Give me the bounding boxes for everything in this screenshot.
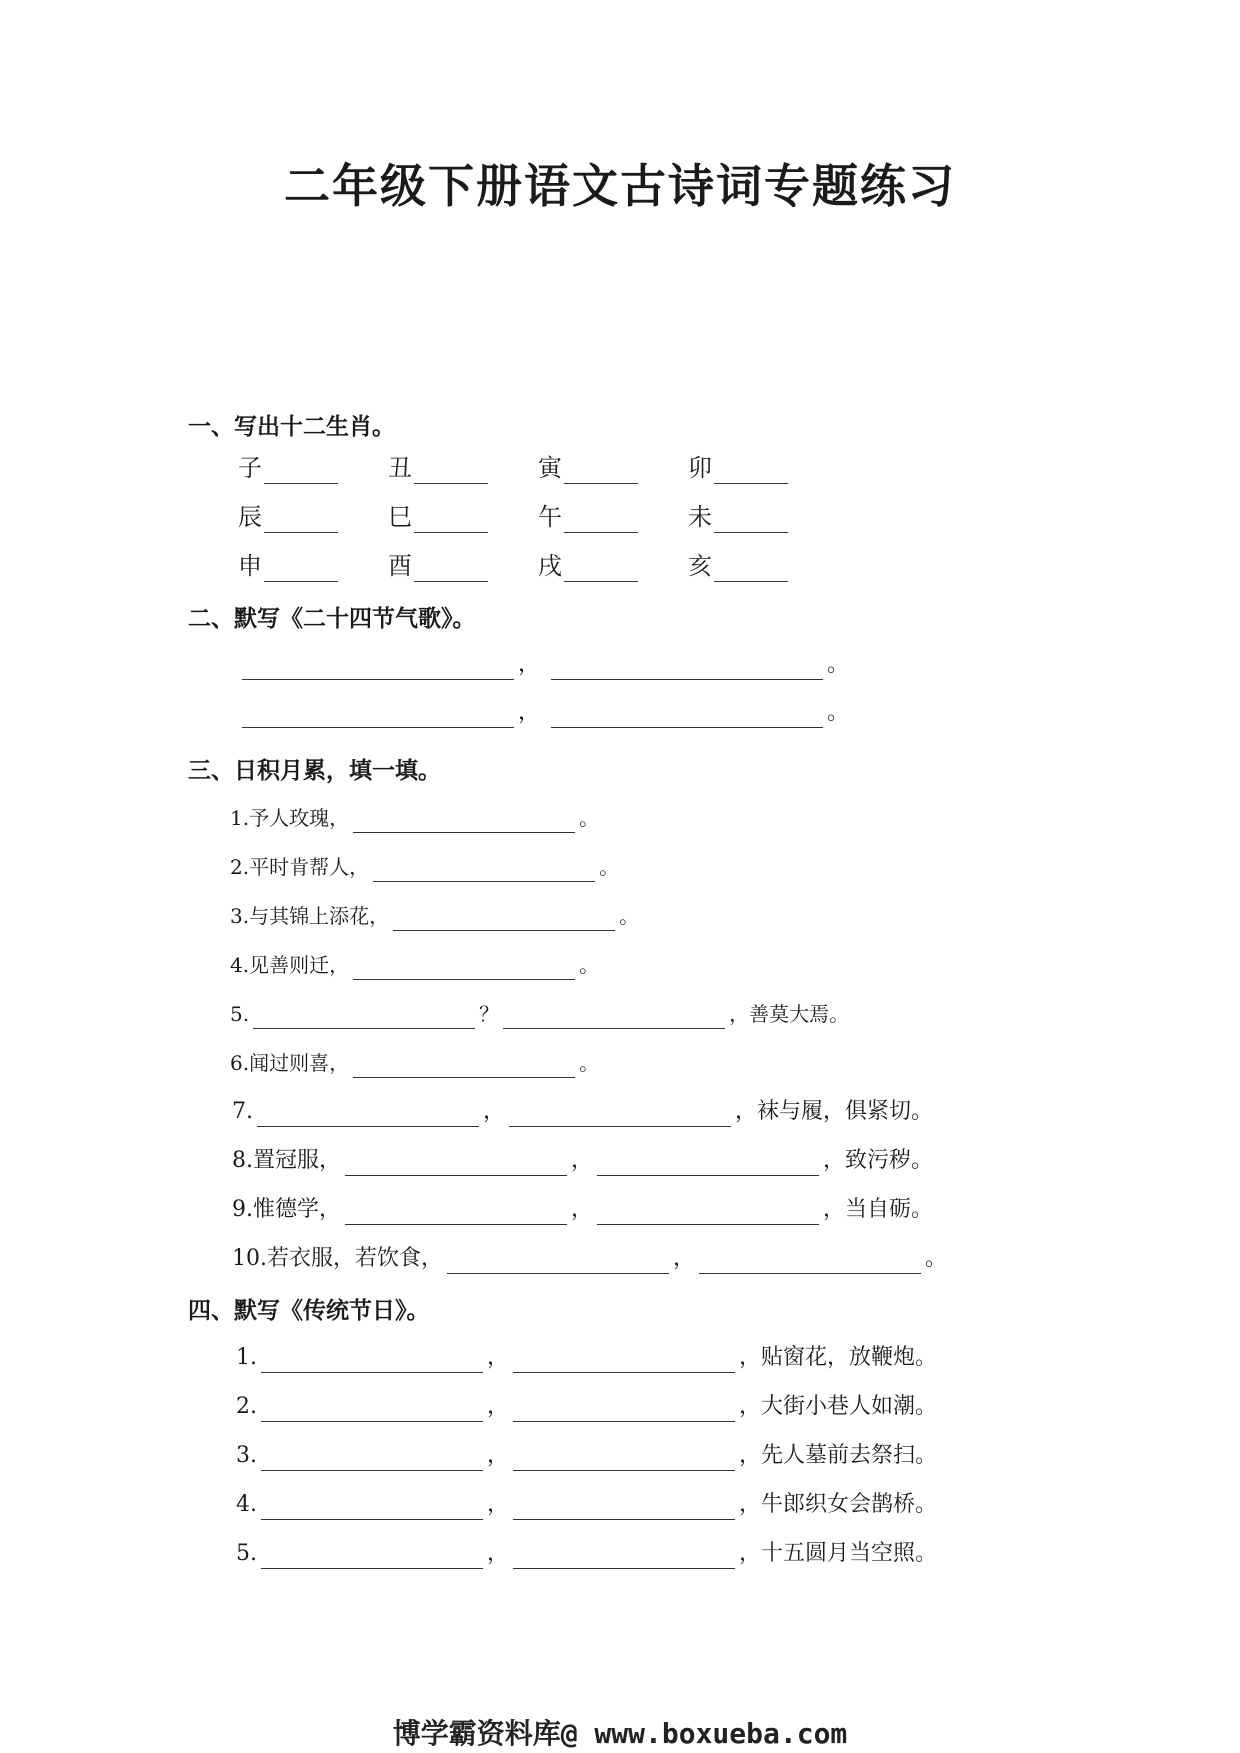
answer-blank[interactable] [414,461,488,484]
punct-mid: ？ [479,1002,500,1026]
punct-mid: ， [673,1246,696,1271]
zodiac-cell [538,550,642,582]
answer-blank[interactable] [253,1006,475,1029]
item-number: 3. [230,904,250,928]
punct-mid: ， [571,1197,594,1222]
punct-mid: ， [487,1345,510,1370]
answer-blank[interactable] [513,1399,735,1422]
answer-blank[interactable] [242,705,514,728]
poem-item [236,1392,937,1422]
item-ending: ，致污秽。 [823,1148,934,1173]
fill-in-item [230,901,639,931]
punct-mid: ， [487,1541,510,1566]
section-heading-1: 一、写出十二生肖。 [188,414,395,440]
item-ending: ，十五圆月当空照。 [739,1541,938,1566]
answer-blank[interactable] [345,1153,567,1176]
item-ending: 。 [579,1051,600,1075]
item-number: 1. [236,1345,257,1370]
zodiac-cell [688,501,792,533]
answer-blank[interactable] [447,1251,669,1274]
item-number: 9. [232,1197,253,1222]
item-number: 2. [230,855,250,879]
answer-blank[interactable] [513,1546,735,1569]
item-number: 6. [230,1051,250,1075]
answer-blank[interactable] [551,705,823,728]
answer-blank[interactable] [353,957,575,980]
poem-item [236,1490,937,1520]
item-number: 4. [236,1492,257,1517]
earthly-branch-label: 丑 [388,454,412,482]
item-prompt: 予人玫瑰， [249,806,350,830]
answer-blank[interactable] [353,810,575,833]
answer-blank[interactable] [261,1399,483,1422]
answer-blank[interactable] [513,1350,735,1373]
answer-blank[interactable] [513,1497,735,1520]
answer-blank[interactable] [393,908,615,931]
answer-blank[interactable] [261,1350,483,1373]
fill-in-item [230,852,619,882]
answer-blank[interactable] [261,1448,483,1471]
poem-item [236,1343,937,1373]
zodiac-cell [538,452,642,484]
item-number: 5. [236,1541,257,1566]
item-prompt: 置冠服， [253,1148,342,1173]
answer-blank[interactable] [261,1546,483,1569]
zodiac-cell [238,550,342,582]
zodiac-cell [238,501,342,533]
poem-item [236,1441,937,1471]
earthly-branch-label: 寅 [538,454,562,482]
item-ending: ，先人墓前去祭扫。 [739,1443,938,1468]
earthly-branch-label: 亥 [688,552,712,580]
punct-mid: ， [487,1492,510,1517]
answer-blank[interactable] [345,1202,567,1225]
zodiac-cell [688,452,792,484]
item-number: 10. [232,1246,267,1271]
earthly-branch-label: 午 [538,503,562,531]
fill-in-item [230,1048,599,1078]
section-heading-2: 二、默写《二十四节气歌》。 [188,606,476,632]
fill-in-item [232,1097,933,1127]
item-prompt: 闻过则喜， [249,1051,350,1075]
answer-blank[interactable] [597,1202,819,1225]
earthly-branch-label: 申 [238,552,262,580]
answer-blank[interactable] [264,461,338,484]
answer-blank[interactable] [373,859,595,882]
answer-blank[interactable] [264,510,338,533]
section-heading-3: 三、日积月累，填一填。 [188,758,441,784]
earthly-branch-label: 卯 [688,454,712,482]
item-number: 2. [236,1394,257,1419]
zodiac-cell [538,501,642,533]
poem-item [236,1539,937,1569]
item-number: 5. [230,1002,250,1026]
punct-comma: ， [518,700,541,725]
fill-in-item [232,1195,933,1225]
punct-period: 。 [827,652,850,677]
zodiac-cell [688,550,792,582]
punct-period: 。 [827,700,850,725]
item-ending: ，牛郎织女会鹊桥。 [739,1492,938,1517]
answer-blank[interactable] [414,559,488,582]
item-ending: 。 [579,806,600,830]
footer-watermark: 博学霸资料库@ www.boxueba.com [392,1717,848,1750]
answer-blank[interactable] [264,559,338,582]
earthly-branch-label: 辰 [238,503,262,531]
item-prompt: 平时肯帮人， [249,855,370,879]
fill-in-item [232,1244,947,1274]
answer-blank[interactable] [513,1448,735,1471]
item-ending: 。 [599,855,620,879]
item-prompt: 惟德学， [253,1197,342,1222]
item-number: 7. [232,1099,253,1124]
zodiac-cell [238,452,342,484]
earthly-branch-label: 巳 [388,503,412,531]
answer-blank[interactable] [509,1104,731,1127]
item-ending: ，袜与履，俱紧切。 [735,1099,934,1124]
answer-blank[interactable] [242,657,514,680]
answer-blank[interactable] [714,559,788,582]
item-number: 4. [230,953,250,977]
item-number: 8. [232,1148,253,1173]
item-ending: ，贴窗花，放鞭炮。 [739,1345,938,1370]
item-ending: ，当自砺。 [823,1197,934,1222]
item-number: 1. [230,806,250,830]
fill-in-item [230,950,599,980]
punct-mid: ， [483,1099,506,1124]
punct-mid: ， [487,1443,510,1468]
earthly-branch-label: 子 [238,454,262,482]
answer-blank[interactable] [564,559,638,582]
answer-blank[interactable] [551,657,823,680]
item-prompt: 与其锦上添花， [249,904,390,928]
earthly-branch-label: 未 [688,503,712,531]
item-number: 3. [236,1443,257,1468]
poem-line-row [238,650,849,680]
answer-blank[interactable] [353,1055,575,1078]
fill-in-item [230,803,599,833]
punct-mid: ， [487,1394,510,1419]
answer-blank[interactable] [714,510,788,533]
answer-blank[interactable] [597,1153,819,1176]
answer-blank[interactable] [564,510,638,533]
earthly-branch-label: 戌 [538,552,562,580]
zodiac-cell [388,550,492,582]
answer-blank[interactable] [503,1006,725,1029]
item-ending: 。 [579,953,600,977]
item-prompt: 见善则迁， [249,953,350,977]
punct-mid: ， [571,1148,594,1173]
item-ending: ，善莫大焉。 [729,1002,850,1026]
answer-blank[interactable] [414,510,488,533]
item-prompt: 若衣服，若饮食， [267,1246,444,1271]
zodiac-cell [388,501,492,533]
zodiac-cell [388,452,492,484]
poem-line-row [238,698,849,728]
answer-blank[interactable] [261,1497,483,1520]
page-title: 二年级下册语文古诗词专题练习 [284,159,956,213]
earthly-branch-label: 酉 [388,552,412,580]
answer-blank[interactable] [257,1104,479,1127]
fill-in-item [230,999,849,1029]
fill-in-item [232,1146,933,1176]
item-ending: ，大街小巷人如潮。 [739,1394,938,1419]
item-ending: 。 [619,904,640,928]
item-ending: 。 [925,1246,948,1271]
answer-blank[interactable] [699,1251,921,1274]
punct-comma: ， [518,652,541,677]
answer-blank[interactable] [714,461,788,484]
answer-blank[interactable] [564,461,638,484]
section-heading-4: 四、默写《传统节日》。 [188,1298,430,1324]
